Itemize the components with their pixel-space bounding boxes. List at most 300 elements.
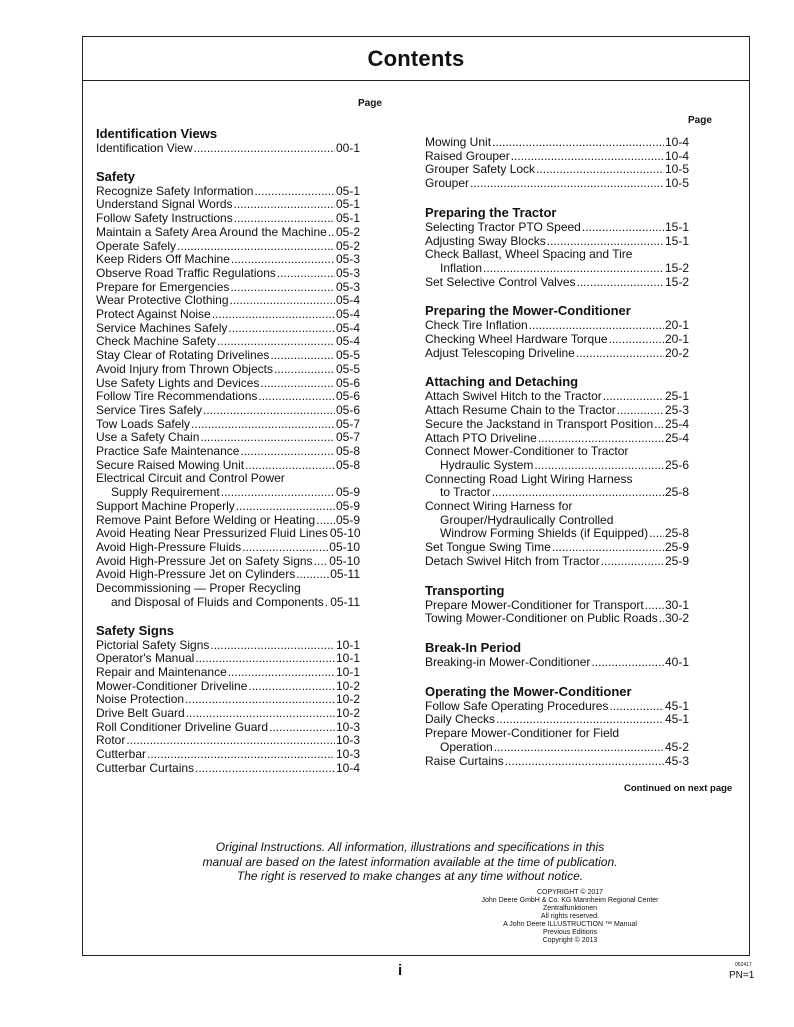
entry-title: Remove Paint Before Welding or Heating — [96, 512, 316, 527]
section-heading: Preparing the Tractor — [425, 204, 557, 220]
entry-page: 40-1 — [664, 654, 689, 669]
section-heading: Safety — [96, 168, 136, 184]
toc-entry[interactable] — [425, 500, 689, 514]
dot-leader — [203, 404, 335, 418]
dot-leader — [274, 363, 335, 377]
toc-entry[interactable] — [96, 652, 360, 666]
dot-leader — [221, 486, 335, 500]
entry-title: Observe Road Traffic Regulations — [96, 265, 276, 280]
entry-title: Check Tire Inflation — [425, 318, 528, 333]
toc-entry[interactable] — [96, 500, 360, 514]
entry-page: 25-8 — [664, 526, 689, 541]
entry-page: 05-8 — [335, 457, 360, 472]
section-heading: Break-In Period — [425, 639, 522, 655]
entry-title: Support Machine Properly — [96, 498, 235, 513]
toc-entry[interactable] — [96, 308, 360, 322]
toc-entry[interactable] — [96, 639, 360, 653]
toc-entry[interactable] — [425, 473, 689, 487]
entry-page: 10-4 — [335, 760, 360, 775]
dot-leader — [228, 322, 335, 336]
toc-entry[interactable] — [96, 335, 360, 349]
toc-entry[interactable] — [96, 431, 360, 445]
entry-page: 05-10 — [329, 526, 361, 541]
entry-page: 05-10 — [329, 539, 360, 554]
entry-page: 10-4 — [664, 135, 689, 149]
toc-entry[interactable] — [96, 596, 360, 610]
dot-leader — [200, 431, 335, 445]
copyright-line: A John Deere ILLUSTRUCTION ™ Manual — [503, 921, 637, 928]
dot-leader — [231, 253, 335, 267]
dot-leader — [601, 555, 664, 569]
dot-leader — [534, 459, 664, 473]
toc-section — [96, 623, 360, 776]
notice-line: manual are based on the latest information available at the time of publication. — [202, 854, 618, 869]
entry-page: 10-3 — [335, 733, 360, 748]
toc-entry[interactable] — [425, 150, 689, 164]
entry-title: Grouper Safety Lock — [425, 162, 536, 177]
toc-entry[interactable] — [96, 294, 360, 308]
dot-leader — [496, 713, 664, 727]
entry-page: 45-3 — [664, 753, 689, 768]
toc-entry[interactable] — [425, 136, 689, 150]
toc-entry[interactable] — [425, 541, 689, 555]
toc-entry[interactable] — [96, 404, 360, 418]
entry-title: Rotor — [96, 733, 126, 748]
dot-leader — [230, 294, 335, 308]
toc-entry[interactable] — [425, 741, 689, 755]
toc-entry[interactable] — [96, 281, 360, 295]
toc-entry[interactable] — [425, 319, 689, 333]
toc-entry[interactable] — [96, 568, 360, 582]
toc-entry[interactable] — [96, 748, 360, 762]
dot-leader — [314, 555, 329, 569]
entry-page: 05-11 — [330, 594, 360, 609]
entry-title: Use Safety Lights and Devices — [96, 375, 260, 390]
dot-leader — [654, 418, 664, 432]
dot-leader — [576, 347, 664, 361]
entry-title: Connect Wiring Harness for — [425, 499, 573, 514]
toc-entry[interactable] — [425, 221, 689, 235]
entry-page: 10-1 — [335, 664, 360, 679]
entry-page: 25-9 — [664, 540, 689, 555]
copyright-block — [470, 889, 670, 945]
entry-title: Avoid High-Pressure Jet on Safety Signs — [96, 553, 313, 568]
entry-title: Mowing Unit — [425, 135, 492, 149]
dot-leader — [328, 226, 335, 240]
toc-entry[interactable] — [425, 262, 689, 276]
entry-title: Set Selective Control Valves — [425, 274, 576, 289]
dot-leader — [316, 514, 335, 528]
entry-page: 15-1 — [664, 233, 689, 248]
toc-entry[interactable] — [425, 555, 689, 569]
entry-page: 05-6 — [335, 375, 360, 390]
dot-leader — [186, 707, 335, 721]
entry-page: 05-9 — [335, 485, 360, 500]
toc-entry[interactable] — [96, 762, 360, 776]
toc-entry[interactable] — [425, 445, 689, 459]
entry-title: Check Ballast, Wheel Spacing and Tire — [425, 247, 633, 262]
toc-entry[interactable] — [96, 472, 360, 486]
entry-title: Operator's Manual — [96, 651, 195, 666]
toc-entry[interactable] — [425, 404, 689, 418]
dot-leader — [577, 276, 664, 290]
toc-entry[interactable] — [425, 755, 689, 769]
entry-title: Understand Signal Words — [96, 197, 233, 212]
entry-page: 25-8 — [664, 485, 689, 500]
dot-leader — [126, 734, 335, 748]
entry-page: 15-2 — [664, 260, 689, 275]
toc-entry[interactable] — [96, 459, 360, 473]
entry-page: 05-1 — [335, 211, 360, 226]
dot-leader — [195, 652, 335, 666]
toc-entry[interactable] — [425, 418, 689, 432]
entry-page: 05-4 — [335, 307, 360, 322]
copyright-line: COPYRIGHT © 2017 — [536, 889, 604, 896]
toc-section — [425, 374, 689, 568]
dot-leader — [325, 596, 329, 610]
section-heading: Attaching and Detaching — [425, 374, 579, 390]
dot-leader — [260, 377, 335, 391]
entry-title: Secure the Jackstand in Transport Position — [425, 416, 654, 431]
section-heading: Preparing the Mower-Conditioner — [425, 303, 631, 319]
entry-page: 05-5 — [335, 348, 360, 363]
dot-leader — [538, 432, 664, 446]
entry-page: 05-7 — [335, 430, 360, 445]
entry-title: Checking Wheel Hardware Torque — [425, 332, 608, 347]
entry-page: 05-4 — [335, 320, 360, 335]
dot-leader — [185, 693, 335, 707]
entry-title: Roll Conditioner Driveline Guard — [96, 719, 269, 734]
entry-page: 05-6 — [335, 389, 360, 404]
entry-title: Grouper — [425, 176, 470, 191]
entry-page: 05-10 — [329, 553, 360, 568]
dot-leader — [234, 212, 335, 226]
entry-page: 15-1 — [664, 219, 689, 234]
dot-leader — [483, 262, 664, 276]
toc-entry[interactable] — [425, 727, 689, 741]
entry-page: 25-4 — [664, 430, 689, 445]
legal-notice — [160, 840, 660, 884]
dot-leader — [254, 185, 335, 199]
entry-page: 05-3 — [335, 252, 360, 267]
entry-page: 10-2 — [335, 692, 360, 707]
toc-entry[interactable] — [425, 459, 689, 473]
copyright-line: John Deere GmbH & Co. KG Mannheim Regional Center — [481, 897, 659, 904]
toc-section — [425, 136, 689, 191]
toc-entry[interactable] — [96, 212, 360, 226]
entry-title: Adjust Telescoping Driveline — [425, 345, 575, 360]
entry-title: Raised Grouper — [425, 148, 510, 163]
toc-entry[interactable] — [96, 693, 360, 707]
entry-title: Pictorial Safety Signs — [96, 637, 210, 652]
toc-section — [425, 303, 689, 360]
entry-title: Protect Against Noise — [96, 307, 211, 322]
toc-section — [425, 684, 689, 769]
title-rule — [82, 80, 750, 81]
toc-entry[interactable] — [96, 445, 360, 459]
dot-leader — [617, 404, 664, 418]
continued-note: Continued on next page — [624, 783, 733, 794]
toc-entry[interactable] — [425, 177, 689, 191]
toc-entry[interactable] — [96, 721, 360, 735]
entry-title: Wear Protective Clothing — [96, 293, 229, 308]
dot-leader — [296, 568, 329, 582]
toc-entry[interactable] — [96, 390, 360, 404]
dot-leader — [236, 500, 335, 514]
toc-section — [425, 583, 689, 626]
entry-title: Avoid High-Pressure Jet on Cylinders — [96, 567, 296, 582]
entry-title: Electrical Circuit and Control Power — [96, 471, 285, 486]
toc-entry[interactable] — [425, 333, 689, 347]
dot-leader — [582, 221, 664, 235]
entry-title: Tow Loads Safely — [96, 416, 191, 431]
entry-title: Grouper/Hydraulically Controlled — [440, 512, 614, 527]
entry-title: Follow Safety Instructions — [96, 211, 233, 226]
entry-page: 25-6 — [664, 457, 689, 472]
dot-leader — [228, 666, 335, 680]
toc-entry[interactable] — [425, 432, 689, 446]
entry-page: 30-1 — [664, 597, 689, 612]
entry-title: Towing Mower-Conditioner on Public Roads — [425, 611, 658, 626]
toc-entry[interactable] — [425, 486, 689, 500]
toc-entry[interactable] — [96, 555, 360, 569]
dot-leader — [230, 281, 335, 295]
toc-section — [425, 640, 689, 670]
entry-page: 05-9 — [335, 498, 360, 513]
dot-leader — [240, 445, 335, 459]
dot-leader — [194, 142, 335, 156]
dot-leader — [177, 240, 335, 254]
entry-page: 05-1 — [335, 183, 360, 198]
copyright-line: Zentralfunktionen — [542, 905, 598, 912]
dot-leader — [242, 541, 328, 555]
copyright-line: Copyright © 2013 — [542, 937, 598, 944]
entry-title: Service Machines Safely — [96, 320, 228, 335]
dot-leader — [248, 680, 335, 694]
dot-leader — [536, 163, 664, 177]
section-heading: Transporting — [425, 582, 505, 598]
entry-page: 25-9 — [664, 553, 689, 568]
entry-title: Prepare for Emergencies — [96, 279, 230, 294]
notice-line: The right is reserved to make changes at any time without notice. — [236, 869, 584, 883]
entry-title: Check Machine Safety — [96, 334, 217, 349]
toc-entry[interactable] — [425, 599, 689, 613]
dot-leader — [603, 390, 664, 404]
notice-line: Original Instructions. All information, illustrations and specifications in this — [215, 840, 605, 854]
entry-page: 30-2 — [664, 611, 689, 626]
entry-title: Inflation — [440, 260, 483, 275]
entry-page: 05-4 — [335, 293, 360, 308]
entry-page: 10-5 — [664, 176, 689, 191]
dot-leader — [217, 335, 335, 349]
page-column-label-left: Page — [358, 98, 382, 109]
entry-title: and Disposal of Fluids and Components — [111, 594, 324, 609]
toc-entry[interactable] — [96, 680, 360, 694]
toc-entry[interactable] — [425, 248, 689, 262]
entry-title: Noise Protection — [96, 692, 185, 707]
page-column-label-right: Page — [688, 115, 712, 126]
toc-entry[interactable] — [96, 142, 360, 156]
entry-title: Breaking-in Mower-Conditioner — [425, 654, 591, 669]
entry-title: Decommissioning — Proper Recycling — [96, 581, 301, 596]
section-heading: Operating the Mower-Conditioner — [425, 683, 632, 699]
toc-entry[interactable] — [96, 582, 360, 596]
entry-title: Attach PTO Driveline — [425, 430, 537, 445]
dot-leader — [270, 349, 335, 363]
entry-page: 20-1 — [664, 318, 689, 333]
toc-entry[interactable] — [425, 514, 689, 528]
toc-entry[interactable] — [96, 666, 360, 680]
entry-title: Avoid High-Pressure Fluids — [96, 539, 242, 554]
entry-page: 25-4 — [664, 416, 689, 431]
toc-entry[interactable] — [96, 527, 360, 541]
toc-entry[interactable] — [425, 713, 689, 727]
entry-title: Mower-Conditioner Driveline — [96, 678, 248, 693]
dot-leader — [277, 267, 335, 281]
entry-title: Stay Clear of Rotating Drivelines — [96, 348, 270, 363]
dot-leader — [505, 755, 664, 769]
page-folio: i — [398, 962, 403, 979]
dot-leader — [649, 527, 664, 541]
dot-leader — [529, 319, 664, 333]
toc-entry[interactable] — [425, 235, 689, 249]
entry-page: 10-2 — [335, 706, 360, 721]
entry-page: 45-2 — [664, 739, 689, 754]
pn-number: PN=1 — [729, 970, 755, 981]
toc-section — [425, 205, 689, 290]
entry-page: 05-3 — [335, 279, 360, 294]
dot-leader — [212, 308, 335, 322]
entry-page: 10-5 — [664, 162, 689, 177]
entry-page: 05-6 — [335, 402, 360, 417]
entry-title: Windrow Forming Shields (if Equipped) — [440, 526, 649, 541]
entry-title: Attach Swivel Hitch to the Tractor — [425, 389, 602, 404]
toc-entry[interactable] — [96, 734, 360, 748]
entry-page: 05-3 — [335, 265, 360, 280]
entry-page: 10-1 — [335, 637, 360, 652]
dot-leader — [609, 333, 664, 347]
toc-section — [96, 169, 360, 610]
dot-leader — [659, 612, 664, 626]
entry-page: 25-1 — [664, 389, 689, 404]
toc-section — [96, 126, 360, 156]
dot-leader — [511, 150, 664, 164]
toc-entry[interactable] — [96, 707, 360, 721]
entry-page: 00-1 — [335, 141, 360, 155]
entry-page: 05-11 — [330, 567, 360, 582]
dot-leader — [210, 639, 335, 653]
entry-title: Prepare Mower-Conditioner for Field — [425, 726, 620, 741]
dot-leader — [147, 748, 335, 762]
toc-entry[interactable] — [425, 612, 689, 626]
entry-title: Recognize Safety Information — [96, 183, 254, 198]
entry-title: Service Tires Safely — [96, 402, 203, 417]
toc-entry[interactable] — [425, 163, 689, 177]
entry-title: Practice Safe Maintenance — [96, 444, 240, 459]
entry-title: Set Tongue Swing Time — [425, 540, 551, 555]
toc-entry[interactable] — [425, 347, 689, 361]
toc-entry[interactable] — [96, 363, 360, 377]
toc-entry[interactable] — [425, 527, 689, 541]
toc-entry[interactable] — [96, 322, 360, 336]
toc-entry[interactable] — [96, 486, 360, 500]
entry-title: Adjusting Sway Blocks — [425, 233, 546, 248]
entry-page: 05-4 — [335, 334, 360, 349]
toc-left-column — [96, 126, 360, 776]
dot-leader — [494, 741, 664, 755]
dot-leader — [645, 599, 664, 613]
dot-leader — [547, 235, 664, 249]
toc-entry[interactable] — [425, 700, 689, 714]
entry-title: Hydraulic System — [440, 457, 534, 472]
section-heading: Safety Signs — [96, 622, 175, 638]
entry-title: Cutterbar Curtains — [96, 760, 195, 775]
entry-title: Operate Safely — [96, 238, 177, 253]
page-title: Contents — [367, 46, 465, 71]
dot-leader — [609, 700, 664, 714]
dot-leader — [591, 656, 664, 670]
entry-page: 05-1 — [335, 197, 360, 212]
toc-entry[interactable] — [96, 226, 360, 240]
entry-title: Daily Checks — [425, 712, 496, 727]
dot-leader — [492, 136, 664, 150]
entry-title: Raise Curtains — [425, 753, 504, 768]
entry-page: 10-3 — [335, 747, 360, 762]
entry-title: Follow Safe Operating Procedures — [425, 698, 609, 713]
entry-page: 45-1 — [664, 698, 689, 713]
toc-entry[interactable] — [96, 349, 360, 363]
dot-leader — [191, 418, 335, 432]
dot-leader — [492, 486, 664, 500]
entry-page: 45-1 — [664, 712, 689, 727]
toc-entry[interactable] — [425, 656, 689, 670]
entry-page: 15-2 — [664, 274, 689, 289]
entry-title: Identification View — [96, 141, 193, 155]
copyright-line: Previous Editions — [542, 929, 598, 936]
dot-leader — [470, 177, 664, 191]
entry-title: Keep Riders Off Machine — [96, 252, 230, 267]
toc-entry[interactable] — [425, 276, 689, 290]
toc-entry[interactable] — [96, 418, 360, 432]
dot-leader — [234, 198, 335, 212]
entry-page: 20-1 — [664, 332, 689, 347]
entry-page: 05-2 — [335, 238, 360, 253]
section-heading: Identification Views — [96, 126, 218, 141]
entry-title: Supply Requirement — [111, 485, 220, 500]
entry-title: Cutterbar — [96, 747, 147, 762]
toc-entry[interactable] — [96, 377, 360, 391]
entry-title: Secure Raised Mowing Unit — [96, 457, 245, 472]
entry-title: Connecting Road Light Wiring Harness — [425, 471, 633, 486]
toc-entry[interactable] — [96, 198, 360, 212]
entry-title: to Tractor — [440, 485, 491, 500]
toc-entry[interactable] — [96, 185, 360, 199]
toc-right-column — [425, 136, 689, 768]
entry-page: 05-5 — [335, 361, 360, 376]
entry-title: Use a Safety Chain — [96, 430, 200, 445]
toc-entry[interactable] — [425, 390, 689, 404]
toc-entry[interactable] — [96, 541, 360, 555]
entry-title: Operation — [440, 739, 493, 754]
toc-entry[interactable] — [96, 514, 360, 528]
entry-page: 05-8 — [335, 444, 360, 459]
toc-entry[interactable] — [96, 253, 360, 267]
entry-title: Attach Resume Chain to the Tractor — [425, 403, 616, 418]
entry-title: Drive Belt Guard — [96, 706, 185, 721]
entry-page: 10-3 — [335, 719, 360, 734]
toc-entry[interactable] — [96, 240, 360, 254]
toc-entry[interactable] — [96, 267, 360, 281]
